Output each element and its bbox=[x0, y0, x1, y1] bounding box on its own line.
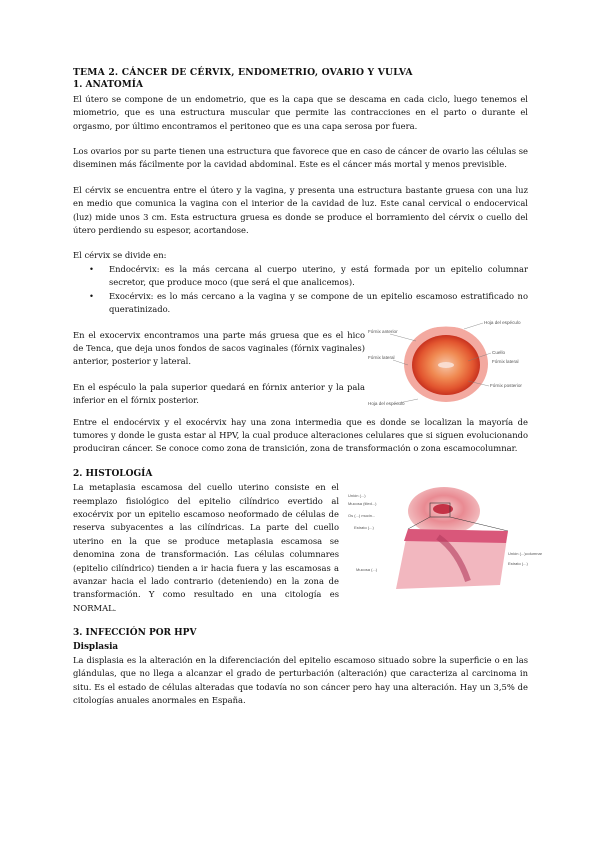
subsection-heading-displasia: Displasia bbox=[73, 641, 119, 652]
paragraph-displasia: La displasia es la alteración en la diferenciación del epitelio escamoso situado sobre la superficie o en las glándulas, que no llega a alcanzar el grado de perturbación (alteración) que caracteriza al carcinoma in situ. Es el estado de células alteradas que todavía no son cáncer pero hay una alteración. Hay un 3,5% de citologías anuales anormales en España. bbox=[73, 655, 528, 706]
figure-label: Fórnix posterior bbox=[490, 382, 522, 388]
figure-label: Hoja del espéculo bbox=[484, 319, 521, 325]
cervix-parts-list bbox=[73, 263, 528, 317]
paragraph-exocervix: En el exocervix encontramos una parte más gruesa que es el hico de Tenca, que deja unos fondos de sacos vaginales (fórnix vaginales) anterior, posterior y lateral. bbox=[73, 329, 365, 367]
figure-label: Cuello bbox=[492, 349, 506, 355]
list-item: • Endocérvix: es la más cercana al cuerpo uterino, y está formada por un epitelio columnar secretor, que produce moco (que será el que analicemos). bbox=[109, 263, 528, 290]
figure-label: Fórnix lateral bbox=[492, 358, 519, 364]
page-title: TEMA 2. CÁNCER DE CÉRVIX, ENDOMETRIO, OVARIO Y VULVA bbox=[73, 67, 413, 78]
section-heading-anatomia: 1. ANATOMÍA bbox=[73, 80, 143, 91]
section-heading-histologia: 2. HISTOLOGÍA bbox=[73, 468, 153, 479]
figure-label: Unión (...)columnar bbox=[508, 551, 543, 557]
figure-label: Os (...) mucin... bbox=[348, 513, 376, 519]
paragraph-metaplasia: La metaplasia escamosa del cuello uterino consiste en el reemplazo fisiológico del epitelio cilíndrico evertido al exocérvix por un epitelio escamoso neoformado de células de reserva subyacentes a las cilíndricas. La parte del cuello uterino en la que se produce metaplasia escamosa se denomina zona de transformación. Las células columnares (epitelio cilíndrico) tienden a ir hacia fuera y las escamosas a avanzar hacia el lado contrario (deteniendo) en la zona de transformación. Y como resultado en una citología es NORMAL. bbox=[73, 482, 339, 613]
cervix-speculum-figure bbox=[368, 319, 528, 407]
paragraph-zona-transicion: Entre el endocérvix y el exocérvix hay una zona intermedia que es donde se localizan la mayoría de tumores y donde le gusta estar al HPV, la cual produce alteraciones celulares que si siguen evolucionando produciran cáncer. Se conoce como zona de transición, zona de transformación o zona escamocolumnar. bbox=[73, 416, 528, 454]
figure-label: Fórnix anterior bbox=[368, 328, 398, 334]
document-page bbox=[73, 66, 543, 708]
metaplasia-illustration bbox=[348, 481, 543, 591]
figure-label: Unión (...) bbox=[348, 493, 366, 499]
paragraph-cervix: El cérvix se encuentra entre el útero y la vagina, y presenta una estructura bastante gruesa con una luz en medio que comunica la vagina con el interior de la cavidad de luz. Este canal cervical o endocervical (luz) mide unos 3 cm. Esta estructura gruesa es donde se produce el borramiento del cérvix o cuello del útero perdiendo su espesor, acortandose. bbox=[73, 184, 528, 236]
figure-label: Mucosa (...) bbox=[356, 567, 378, 573]
metaplasia-figure bbox=[348, 481, 543, 591]
section-heading-hpv: 3. INFECCIÓN POR HPV bbox=[73, 628, 197, 639]
paragraph-ovarios: Los ovarios por su parte tienen una estructura que favorece que en caso de cáncer de ovario las células se diseminen más fácilmente por la cavidad abdominal. Este es el cáncer más mortal y menos previsible. bbox=[73, 146, 528, 170]
exocervix-block bbox=[73, 319, 528, 408]
figure-label: Mucosa (tiled...) bbox=[348, 501, 377, 507]
figure-label: Fórnix lateral bbox=[368, 354, 395, 360]
list-item: • Exocérvix: es lo más cercano a la vagina y se compone de un epitelio escamoso estratificado no queratinizado. bbox=[109, 290, 528, 317]
histologia-block bbox=[73, 481, 543, 615]
figure-label: Estrato (...) bbox=[508, 561, 528, 567]
paragraph-utero: El útero se compone de un endometrio, que es la capa que se descama en cada ciclo, luego tenemos el miometrio, que es una estructura muscular que permite las contracciones en el parto o durante el orgasmo, por último encontramos el peritoneo que es una capa serosa por fuera. bbox=[73, 93, 528, 131]
paragraph-especulo: En el espéculo la pala superior quedará en fórnix anterior y la pala inferior en el fórnix posterior. bbox=[73, 381, 365, 406]
figure-label: Estrato (...) bbox=[354, 525, 374, 531]
cervix-illustration bbox=[368, 319, 528, 407]
paragraph-cervix-divide: El cérvix se divide en: bbox=[73, 250, 167, 261]
figure-label: Hoja del espéculo bbox=[368, 400, 405, 406]
cervical-os-shape bbox=[438, 362, 454, 368]
